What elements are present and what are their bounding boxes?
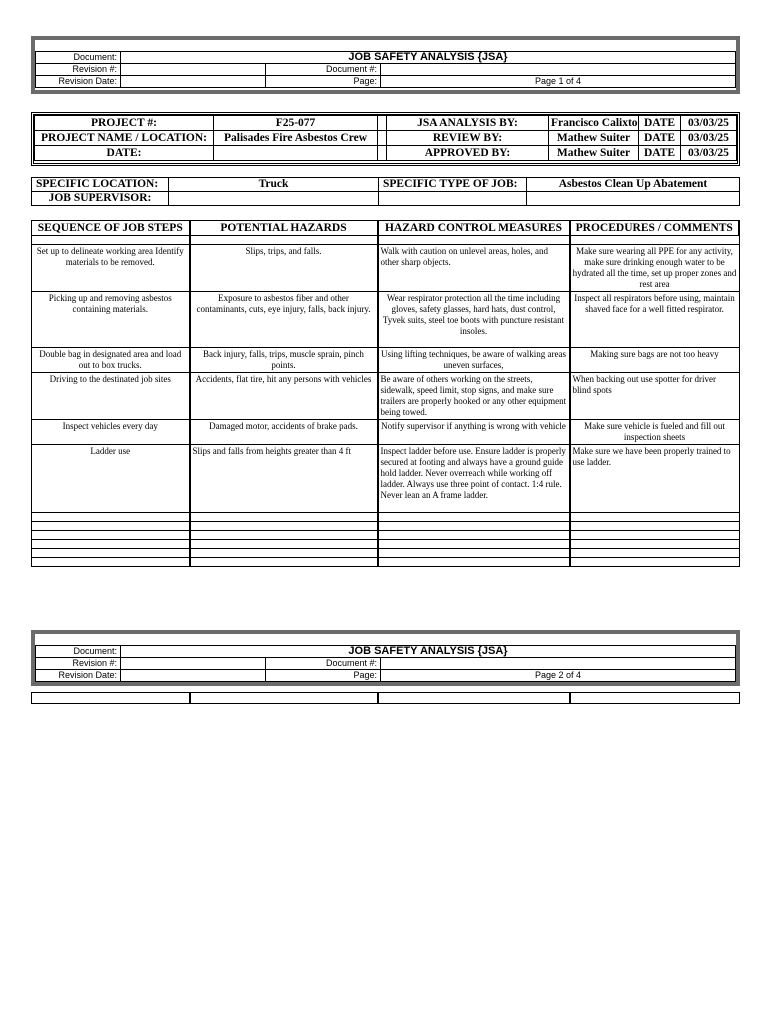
- table-row-hazard: Damaged motor, accidents of brake pads.: [190, 420, 378, 445]
- job-supervisor-value: [169, 192, 379, 206]
- column-header-steps: SEQUENCE OF JOB STEPS: [32, 221, 190, 236]
- column-header-controls: HAZARD CONTROL MEASURES: [378, 221, 570, 236]
- job-supervisor-label: JOB SUPERVISOR:: [32, 192, 169, 206]
- date-label-2: DATE: [639, 131, 681, 146]
- table-row-step: Picking up and removing asbestos containing materials.: [32, 292, 190, 348]
- table-row-comment: Make sure wearing all PPE for any activity, make sure drinking enough water to be hydrated all the time, set up proper zones and rest area: [570, 245, 740, 292]
- empty-row: [32, 558, 190, 567]
- approved-by: Mathew Suiter: [549, 146, 639, 161]
- page-number: Page 1 of 4: [381, 76, 736, 88]
- project-number: F25-077: [214, 116, 378, 131]
- table-row-comment: Inspect all respirators before using, maintain shaved face for a well fitted respirator.: [570, 292, 740, 348]
- document-number-value: [381, 658, 736, 670]
- table-row-hazard: Exposure to asbestos fiber and other contaminants, cuts, eye injury, falls, back injury.: [190, 292, 378, 348]
- revision-label: Revision #:: [36, 658, 121, 670]
- table-row-control: Be aware of others working on the streets, sidewalk, speed limit, stop signs, and make sure trailers are properly hooked or any other equipment being towed.: [378, 373, 570, 420]
- page-2-table-stub: [31, 692, 740, 704]
- date-row-value: [214, 146, 378, 161]
- document-label: Document:: [36, 52, 121, 64]
- date-value-2: 03/03/25: [681, 131, 737, 146]
- table-row-control: Notify supervisor if anything is wrong with vehicle: [378, 420, 570, 445]
- revision-date-value: [121, 76, 266, 88]
- form-title: JOB SAFETY ANALYSIS {JSA}: [121, 646, 736, 658]
- location-block: [31, 177, 740, 206]
- table-row-step: Set up to delineate working area Identify materials to be removed.: [32, 245, 190, 292]
- table-row-control: Wear respirator protection all the time including gloves, safety glasses, hard hats, dust control, Tyvek suits, steel toe boots with puncture resistant insoles.: [378, 292, 570, 348]
- project-number-label: PROJECT #:: [35, 116, 214, 131]
- date-value-1: 03/03/25: [681, 116, 737, 131]
- date-label-3: DATE: [639, 146, 681, 161]
- revision-date-label: Revision Date:: [36, 670, 121, 682]
- revision-value: [121, 64, 266, 76]
- page-label: Page:: [266, 76, 381, 88]
- table-row-step: Driving to the destinated job sites: [32, 373, 190, 420]
- jsa-analysis-by-label: JSA ANALYSIS BY:: [387, 116, 549, 131]
- table-row-step: Double bag in designated area and load out to box trucks.: [32, 348, 190, 373]
- revision-date-label: Revision Date:: [36, 76, 121, 88]
- job-steps-table: [31, 220, 740, 567]
- page-number: Page 2 of 4: [381, 670, 736, 682]
- job-type: Asbestos Clean Up Abatement: [527, 178, 740, 192]
- document-number-label: Document #:: [266, 64, 381, 76]
- table-row-hazard: Slips and falls from heights greater than 4 ft: [190, 445, 378, 513]
- project-name: Palisades Fire Asbestos Crew: [214, 131, 378, 146]
- specific-location-label: SPECIFIC LOCATION:: [32, 178, 169, 192]
- empty-row: [32, 513, 190, 522]
- table-row-comment: When backing out use spotter for driver blind spots: [570, 373, 740, 420]
- empty-row: [32, 549, 190, 558]
- table-row-hazard: Back injury, falls, trips, muscle sprain, pinch points.: [190, 348, 378, 373]
- table-row-control: Inspect ladder before use. Ensure ladder is properly secured at footing and always have a ground guide hold ladder. Never overreach while working off ladder. Always use three point of contact. 1:4 rule. Never lean an A frame ladder.: [378, 445, 570, 513]
- document-header-page-1: [31, 36, 740, 94]
- table-row-comment: Making sure bags are not too heavy: [570, 348, 740, 373]
- project-name-label: PROJECT NAME / LOCATION:: [35, 131, 214, 146]
- page-label: Page:: [266, 670, 381, 682]
- jsa-analysis-by: Francisco Calixto: [549, 116, 639, 131]
- approved-by-label: APPROVED BY:: [387, 146, 549, 161]
- table-row-comment: Make sure vehicle is fueled and fill out inspection sheets: [570, 420, 740, 445]
- specific-location: Truck: [169, 178, 379, 192]
- form-title: JOB SAFETY ANALYSIS {JSA}: [121, 52, 736, 64]
- revision-label: Revision #:: [36, 64, 121, 76]
- table-row-control: Walk with caution on unlevel areas, holes, and other sharp objects.: [378, 245, 570, 292]
- table-row-comment: Make sure we have been properly trained to use ladder.: [570, 445, 740, 513]
- empty-row: [32, 540, 190, 549]
- empty-row: [32, 531, 190, 540]
- revision-value: [121, 658, 266, 670]
- date-value-3: 03/03/25: [681, 146, 737, 161]
- table-row-step: Ladder use: [32, 445, 190, 513]
- document-number-label: Document #:: [266, 658, 381, 670]
- table-row-control: Using lifting techniques, be aware of walking areas uneven surfaces,: [378, 348, 570, 373]
- table-row-hazard: Accidents, flat tire, hit any persons with vehicles: [190, 373, 378, 420]
- job-type-label: SPECIFIC TYPE OF JOB:: [379, 178, 527, 192]
- date-label-1: DATE: [639, 116, 681, 131]
- column-header-comments: PROCEDURES / COMMENTS: [570, 221, 740, 236]
- revision-date-value: [121, 670, 266, 682]
- review-by-label: REVIEW BY:: [387, 131, 549, 146]
- document-number-value: [381, 64, 736, 76]
- date-row-label: DATE:: [35, 146, 214, 161]
- document-label: Document:: [36, 646, 121, 658]
- review-by: Mathew Suiter: [549, 131, 639, 146]
- empty-row: [32, 522, 190, 531]
- document-header-page-2: [31, 630, 740, 686]
- column-header-hazards: POTENTIAL HAZARDS: [190, 221, 378, 236]
- table-row-step: Inspect vehicles every day: [32, 420, 190, 445]
- table-row-hazard: Slips, trips, and falls.: [190, 245, 378, 292]
- project-info-block: [31, 112, 740, 166]
